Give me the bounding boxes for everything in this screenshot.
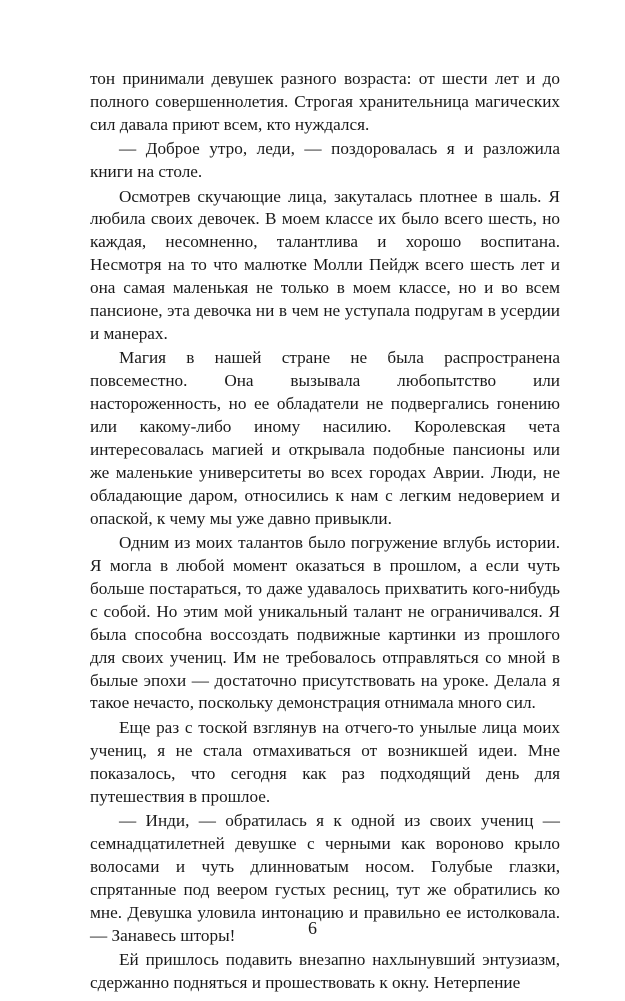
body-text	[90, 68, 560, 996]
paragraph-5: Одним из моих талантов было погружение вглубь истории. Я могла в любой момент оказаться в прошлом, а если чуть больше постараться, то даже удавалось прихватить кого-нибудь с собой. Но этим мой уникальный талант не ограничивался. Я была способна воссоздать подвижные картинки из прошлого для своих учениц. Им не требовалось отправляться со мной в былые эпохи — достаточно присутствовать на уроке. Делала я такое нечасто, поскольку демонстрация отнимала много сил.	[90, 533, 560, 713]
paragraph-4: Магия в нашей стране не была распространена повсеместно. Она вызывала любопытство или настороженность, но ее обладатели не подвергались гонению или какому-либо иному насилию. Королевская чета интересовалась магией и открывала подобные пансионы или же маленькие университеты во всех городах Аврии. Люди, не обладающие даром, относились к нам с легким недоверием и опаской, к чему мы уже давно привыкли.	[90, 348, 560, 528]
paragraph-1: тон принимали девушек разного возраста: от шести лет и до полного совершеннолетия. Строгая хранительница магических сил давала приют всем, кто нуждался.	[90, 69, 560, 134]
page-number: 6	[308, 918, 317, 938]
paragraph-6: Еще раз с тоской взглянув на отчего-то унылые лица моих учениц, я не стала отмахиваться от возникшей идеи. Мне показалось, что сегодня как раз подходящий день для путешествия в прошлое.	[90, 717, 560, 806]
paragraph-7: — Инди, — обратилась я к одной из своих учениц — семнадцатилетней девушке с черными как вороново крыло волосами и чуть длинноватым носом. Голубые глазки, спрятанные под веером густых ресниц, тут же обратились ко мне. Девушка уловила интонацию и правильно ее истолковала. — Занавесь шторы!	[90, 811, 560, 945]
paragraph-8: Ей пришлось подавить внезапно нахлынувший энтузиазм, сдержанно подняться и прошествовать к окну. Нетерпение	[90, 949, 560, 992]
paragraph-2: — Доброе утро, леди, — поздоровалась я и разложила книги на столе.	[90, 139, 560, 182]
paragraph-3: Осмотрев скучающие лица, закуталась плотнее в шаль. Я любила своих девочек. В моем классе их было всего шесть, но каждая, несомненно, талантлива и хорошо воспитана. Несмотря на то что малютке Молли Пейдж всего шесть лет и она самая маленькая не только в моем классе, но и во всем пансионе, эта девочка ни в чем не уступала подругам в усердии и манерах.	[90, 186, 560, 343]
